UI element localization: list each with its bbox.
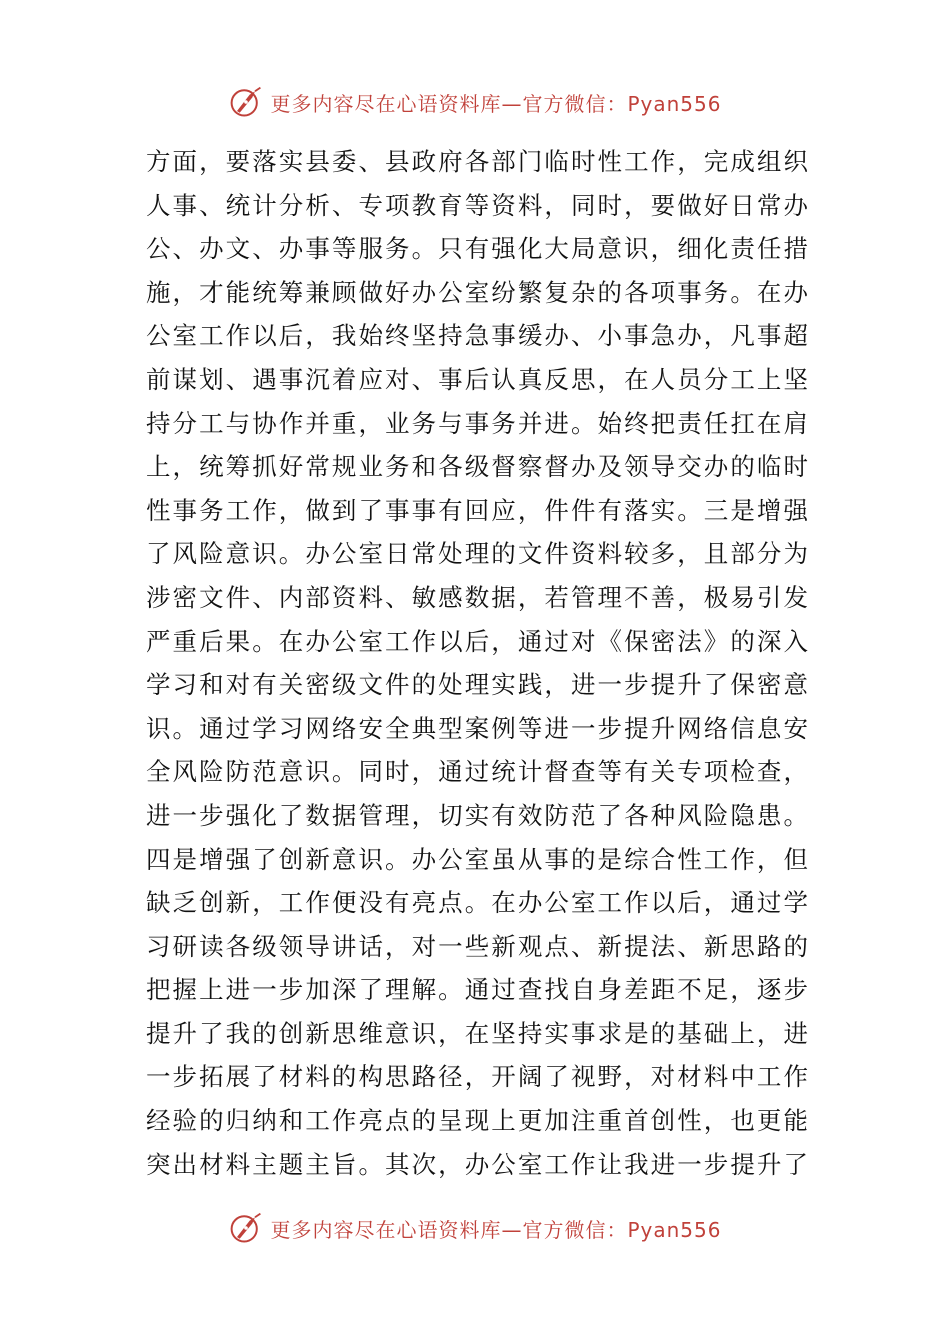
body-line: 公、办文、办事等服务。只有强化大局意识，细化责任措 bbox=[146, 234, 808, 264]
body-line: 提升了我的创新思维意识，在坚持实事求是的基础上，进 bbox=[146, 1018, 808, 1048]
body-line: 严重后果。在办公室工作以后，通过对《保密法》的深入 bbox=[146, 626, 808, 656]
body-line: 性事务工作，做到了事事有回应，件件有落实。三是增强 bbox=[146, 495, 808, 525]
body-line: 识。通过学习网络安全典型案例等进一步提升网络信息安 bbox=[146, 713, 808, 743]
body-line: 缺乏创新，工作便没有亮点。在办公室工作以后，通过学 bbox=[146, 888, 808, 918]
body-line: 把握上进一步加深了理解。通过查找自身差距不足，逐步 bbox=[146, 975, 808, 1005]
body-line: 前谋划、遇事沉着应对、事后认真反思，在人员分工上坚 bbox=[146, 364, 808, 394]
body-line: 上，统筹抓好常规业务和各级督察督办及领导交办的临时 bbox=[146, 452, 808, 482]
body-line: 施，才能统筹兼顾做好办公室纷繁复杂的各项事务。在办 bbox=[146, 277, 808, 307]
body-line: 涉密文件、内部资料、敏感数据，若管理不善，极易引发 bbox=[146, 582, 808, 612]
document-body bbox=[146, 140, 808, 1186]
body-line: 学习和对有关密级文件的处理实践，进一步提升了保密意 bbox=[146, 670, 808, 700]
pen-nib-circle-icon bbox=[228, 1210, 264, 1246]
footer-banner bbox=[0, 1208, 950, 1248]
pen-nib-circle-icon bbox=[228, 84, 264, 120]
body-line: 了风险意识。办公室日常处理的文件资料较多，且部分为 bbox=[146, 539, 808, 569]
body-line: 人事、统计分析、专项教育等资料，同时，要做好日常办 bbox=[146, 190, 808, 220]
body-line: 进一步强化了数据管理，切实有效防范了各种风险隐患。 bbox=[146, 800, 808, 830]
header-banner-text: 更多内容尽在心语资料库—官方微信：Pyan556 bbox=[270, 91, 722, 116]
header-banner bbox=[0, 82, 950, 122]
body-line: 四是增强了创新意识。办公室虽从事的是综合性工作，但 bbox=[146, 844, 808, 874]
body-line: 公室工作以后，我始终坚持急事缓办、小事急办，凡事超 bbox=[146, 321, 808, 351]
body-line: 一步拓展了材料的构思路径，开阔了视野，对材料中工作 bbox=[146, 1062, 808, 1092]
body-line: 方面，要落实县委、县政府各部门临时性工作，完成组织 bbox=[146, 147, 808, 176]
footer-banner-text: 更多内容尽在心语资料库—官方微信：Pyan556 bbox=[270, 1217, 722, 1242]
body-line: 突出材料主题主旨。其次，办公室工作让我进一步提升了 bbox=[146, 1149, 808, 1179]
body-line: 持分工与协作并重，业务与事务并进。始终把责任扛在肩 bbox=[146, 408, 808, 438]
body-line: 习研读各级领导讲话，对一些新观点、新提法、新思路的 bbox=[146, 931, 808, 961]
body-line: 全风险防范意识。同时，通过统计督查等有关专项检查， bbox=[146, 757, 808, 787]
body-line: 经验的归纳和工作亮点的呈现上更加注重首创性，也更能 bbox=[146, 1106, 808, 1136]
